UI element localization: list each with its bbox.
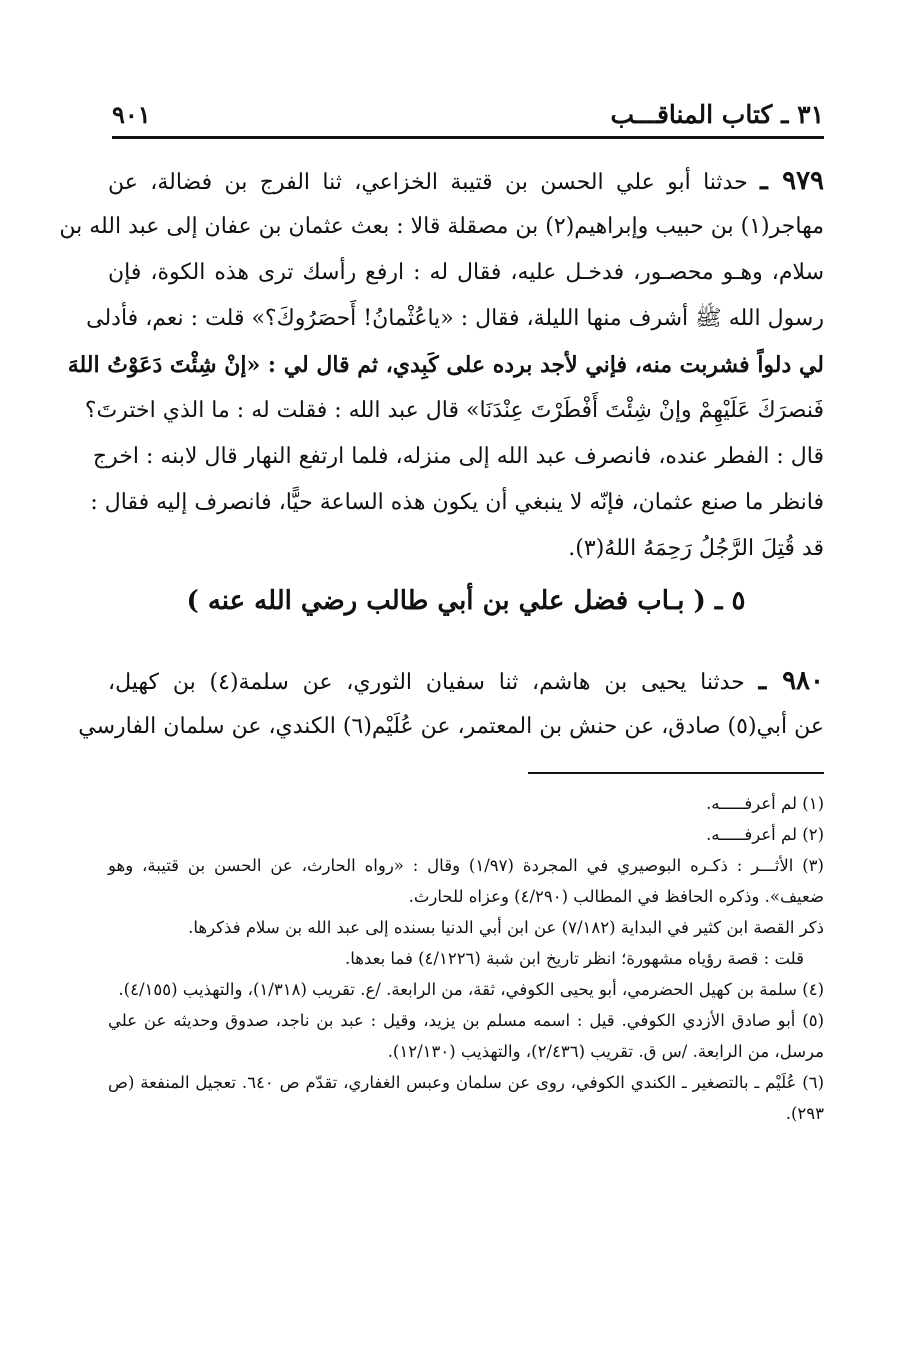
- footnote-separator: [528, 772, 824, 774]
- footnote-6: (٦) عُلَيْم ـ بالتصغير ـ الكندي الكوفي، روى عن سلمان وعبس الغفاري، تقدّم ص ٦٤٠. تعجيل المنفعة (ص ٢٩٣).: [108, 1073, 824, 1123]
- hadith-line: فانظر ما صنع عثمان، فإنّه لا ينبغي أن يكون هذه الساعة حيًّا، فانصرف إليه فقال :: [90, 490, 824, 515]
- hadith-line: قد قُتِلَ الرَّجُلُ رَحِمَهُ اللهُ(٣).: [568, 536, 824, 561]
- hadith-line: فَنصرَكَ عَلَيْهِمْ وإنْ شِئْتَ أَفْطَرْتَ عِنْدَنَا» قال عبد الله : فقلت له : ما الذي اخترتَ؟: [84, 398, 824, 423]
- hadith-979: [59, 158, 825, 572]
- footnote-2: (٢) لم أعرفـــــه.: [706, 825, 824, 844]
- hadith-line: عن أبي(٥) صادق، عن حنش بن المعتمر، عن عُلَيْم(٦) الكندي، عن سلمان الفارسي: [78, 714, 824, 739]
- hadith-line: رسول الله ﷺ أشرف منها الليلة، فقال : «ياعُثْمانُ! أَحصَرُوكَ؟» قلت : نعم، فأدلى: [86, 306, 824, 331]
- page-number: ٩٠١: [112, 99, 151, 129]
- hadith-980: [78, 658, 824, 750]
- hadith-line: ٩٧٩ ـ حدثنا أبو علي الحسن بن قتيبة الخزاعي، ثنا الفرج بن فضالة، عن: [108, 166, 825, 196]
- footnote-5: (٥) أبو صادق الأزدي الكوفي. قيل : اسمه مسلم بن يزيد، وقيل : عبد بن ناجد، صدوق وحديثه عن علي مرسل، من الرابعة. /س ق. تقريب (٢/٤٣٦)، والتهذيب (١٢/١٣٠).: [108, 1011, 824, 1061]
- hadith-line: مهاجر(١) بن حبيب وإبراهيم(٢) بن مصقلة قالا : بعث عثمان بن عفان إلى عبد الله بن: [59, 214, 824, 239]
- hadith-line: سلام، وهـو محصـور، فدخـل عليه، فقال له : ارفع رأسك ترى هذه الكوة، فإن: [108, 260, 824, 285]
- chapter-heading: ٥ ـ ( بـاب فضل علي بن أبي طالب رضي الله عنه ): [186, 586, 746, 616]
- hadith-line: قال : الفطر عنده، فانصرف عبد الله إلى منزله، فلما ارتفع النهار قال لابنه : اخرج: [92, 444, 824, 469]
- hadith-line: ٩٨٠ ـ حدثنا يحيى بن هاشم، ثنا سفيان الثوري، عن سلمة(٤) بن كهيل،: [108, 666, 824, 696]
- footnote-3: (٣) الأثـــر : ذكـره البوصيري في المجردة (١/٩٧) وقال : «رواه الحارث، عن الحسن بن قتيبة، وهو ضعيف». وذكره الحافظ في المطالب (٤/٢٩٠) وعزاه للحارث.: [108, 856, 824, 906]
- hadith-line: لي دلواً فشربت منه، فإني لأجد برده على كَبِدي، ثم قال لي : «إنْ شِئْتَ دَعَوْتُ اللهَ: [67, 352, 824, 378]
- hadith-number: ٩٨٠ ـ: [758, 666, 824, 696]
- footnote-3-continued: ذكر القصة ابن كثير في البداية (٧/١٨٢) عن ابن أبي الدنيا بسنده إلى عبد الله بن سلام فذكرها.: [188, 918, 824, 937]
- footnote-4: (٤) سلمة بن كهيل الحضرمي، أبو يحيى الكوفي، ثقة، من الرابعة. /ع. تقريب (١/٣١٨)، والتهذيب (٤/١٥٥).: [118, 980, 824, 999]
- running-title: ٣١ ـ كتاب المناقـــب: [610, 99, 824, 129]
- footnote-1: (١) لم أعرفـــــه.: [706, 794, 824, 813]
- hadith-number: ٩٧٩ ـ: [760, 166, 825, 196]
- footnote-3-note: قلت : قصة رؤياه مشهورة؛ انظر تاريخ ابن شبة (٤/١٢٢٦) فما بعدها.: [344, 949, 804, 968]
- footnotes: [108, 788, 824, 1129]
- page-header: [112, 92, 824, 139]
